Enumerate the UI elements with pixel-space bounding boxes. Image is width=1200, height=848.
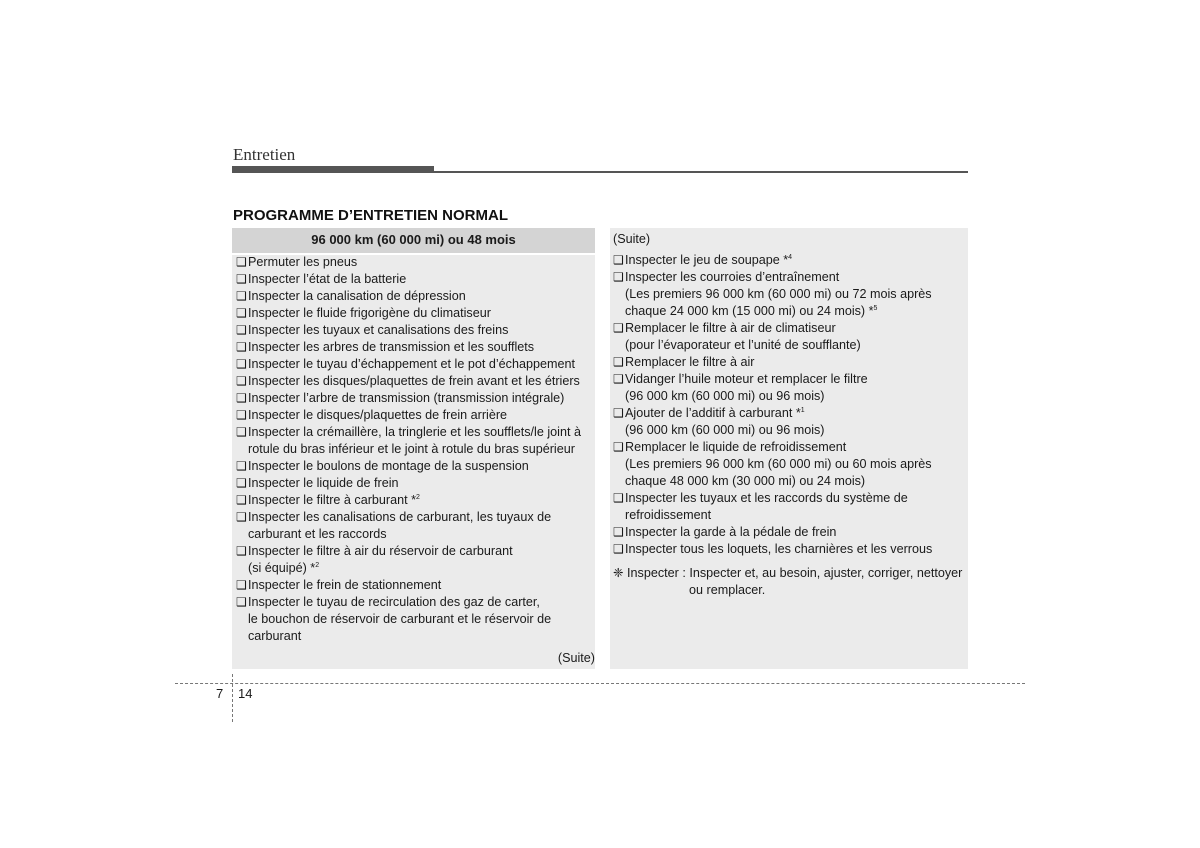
checkbox-icon: ❑ xyxy=(236,272,247,286)
checklist-item-text xyxy=(248,509,551,543)
checklist-item xyxy=(236,322,596,339)
checkbox-icon: ❑ xyxy=(613,491,624,505)
checklist-item-text xyxy=(248,577,441,594)
checklist-item-text xyxy=(248,594,551,645)
checklist-item xyxy=(236,305,596,322)
checklist-item xyxy=(236,254,596,271)
checklist-item-line: Inspecter les canalisations de carburant, les tuyaux de xyxy=(248,510,552,524)
checklist-item-line: Inspecter les courroies d’entraînement xyxy=(625,270,840,284)
checklist-item-line: Inspecter l’état de la batterie xyxy=(248,272,407,286)
checkbox-icon: ❑ xyxy=(236,408,247,422)
footnote-marker: 5 xyxy=(873,305,878,312)
checklist-item-line: Remplacer le filtre à air xyxy=(625,355,755,369)
right-checklist xyxy=(613,252,968,558)
checklist-item xyxy=(236,407,596,424)
checkbox-icon: ❑ xyxy=(236,255,247,269)
checkbox-icon: ❑ xyxy=(236,544,247,558)
checklist-item xyxy=(236,492,596,509)
checklist-item-line: Permuter les pneus xyxy=(248,255,358,269)
checklist-item xyxy=(613,439,968,490)
checklist-item-line: Inspecter le fluide frigorigène du climatiseur xyxy=(248,306,491,320)
checklist-item-line: Inspecter le liquide de frein xyxy=(248,476,399,490)
checklist-item xyxy=(613,405,968,439)
checklist-item-line: Inspecter le frein de stationnement xyxy=(248,578,442,592)
checkbox-icon: ❑ xyxy=(236,493,247,507)
checklist-item-text xyxy=(248,339,534,356)
checklist-item xyxy=(236,339,596,356)
checklist-item-text xyxy=(248,288,466,305)
checklist-item xyxy=(236,271,596,288)
checklist-item-line: (pour l’évaporateur et l’unité de soufflante) xyxy=(625,338,861,352)
checklist-item-line: Inspecter les arbres de transmission et les soufflets xyxy=(248,340,535,354)
checklist-item-line: carburant et les raccords xyxy=(248,527,387,541)
checklist-item-line: Inspecter les tuyaux et canalisations des freins xyxy=(248,323,509,337)
checklist-item-line: carburant xyxy=(248,629,302,643)
checklist-item-line: (96 000 km (60 000 mi) ou 96 mois) xyxy=(625,423,825,437)
checklist-item-line: Inspecter la crémaillère, la tringlerie et les soufflets/le joint à xyxy=(248,425,581,439)
checklist-item xyxy=(236,594,596,645)
checklist-item-text xyxy=(248,390,564,407)
checklist-item-line: chaque 48 000 km (30 000 mi) ou 24 mois) xyxy=(625,474,866,488)
checklist-item-line: Inspecter le disques/plaquettes de frein arrière xyxy=(248,408,508,422)
checklist-item-text xyxy=(248,475,399,492)
checklist-item xyxy=(236,390,596,407)
checkbox-icon: ❑ xyxy=(613,406,624,420)
footnote-marker: 1 xyxy=(800,407,805,414)
checklist-item xyxy=(613,252,968,269)
checklist-item-line: Vidanger l’huile moteur et remplacer le filtre xyxy=(625,372,868,386)
checklist-item-line: Inspecter la garde à la pédale de frein xyxy=(625,525,837,539)
checkbox-icon: ❑ xyxy=(236,578,247,592)
checklist-item-line: Inspecter les disques/plaquettes de frein avant et les étriers xyxy=(248,374,580,388)
checklist-item xyxy=(236,475,596,492)
checkbox-icon: ❑ xyxy=(236,425,247,439)
checklist-item-text xyxy=(625,252,792,269)
checklist-item xyxy=(236,543,596,577)
checklist-item-text xyxy=(248,492,420,509)
checkbox-icon: ❑ xyxy=(236,289,247,303)
checklist-item xyxy=(613,490,968,524)
checklist-item xyxy=(613,524,968,541)
suite-label-right: (Suite) xyxy=(613,232,651,246)
checklist-item-line: Inspecter le boulons de montage de la suspension xyxy=(248,459,529,473)
checklist-item-line: Remplacer le liquide de refroidissement xyxy=(625,440,847,454)
checklist-item-line: chaque 24 000 km (15 000 mi) ou 24 mois) *$^5$ xyxy=(625,304,878,318)
inspection-note xyxy=(613,565,968,599)
checklist-item xyxy=(236,356,596,373)
checkbox-icon: ❑ xyxy=(236,340,247,354)
checklist-item-line: Inspecter tous les loquets, les charnières et les verrous xyxy=(625,542,933,556)
checklist-item xyxy=(236,373,596,390)
checklist-item-text xyxy=(248,271,406,288)
checklist-item xyxy=(613,269,968,320)
header-rule-thin xyxy=(232,171,968,173)
checklist-item-line: Remplacer le filtre à air de climatiseur xyxy=(625,321,836,335)
checklist-item-line: Inspecter la canalisation de dépression xyxy=(248,289,466,303)
checkbox-icon: ❑ xyxy=(236,510,247,524)
checklist-item-text xyxy=(248,322,508,339)
footnote-marker: 2 xyxy=(416,494,420,501)
checkbox-icon: ❑ xyxy=(613,270,624,284)
checklist-item-text xyxy=(248,254,357,271)
left-column xyxy=(232,228,595,669)
checklist-item-text xyxy=(625,320,861,354)
checklist-item xyxy=(613,541,968,558)
checklist-item-line: Inspecter le filtre à air du réservoir de carburant xyxy=(248,544,513,558)
page-chapter: 7 xyxy=(216,686,224,701)
checklist-item-text xyxy=(625,490,908,524)
checklist-item-text xyxy=(248,543,513,577)
checklist-item-line: (Les premiers 96 000 km (60 000 mi) ou 60 mois après xyxy=(625,457,932,471)
checklist-item-text xyxy=(248,407,507,424)
page-number: 14 xyxy=(238,686,253,701)
checklist-item-text xyxy=(248,424,581,458)
checkbox-icon: ❑ xyxy=(613,542,624,556)
note-line-1: ❈ Inspecter : Inspecter et, au besoin, ajuster, corriger, nettoyer xyxy=(613,566,963,580)
checklist-item xyxy=(613,354,968,371)
checklist-item-line: le bouchon de réservoir de carburant et le réservoir de xyxy=(248,612,552,626)
checkbox-icon: ❑ xyxy=(236,323,247,337)
checkbox-icon: ❑ xyxy=(613,355,624,369)
checklist-item xyxy=(613,320,968,354)
checkbox-icon: ❑ xyxy=(613,440,624,454)
checklist-item-line: Inspecter le filtre à carburant *$^2$ xyxy=(248,493,420,507)
checklist-item xyxy=(236,288,596,305)
checklist-item-text xyxy=(625,371,868,405)
checklist-item-line: (si équipé) *$^2$ xyxy=(248,561,320,575)
note-line-2: ou remplacer. xyxy=(689,583,766,597)
checkbox-icon: ❑ xyxy=(613,372,624,386)
checklist-item-text xyxy=(625,541,932,558)
checklist-item-text xyxy=(625,524,836,541)
header-title: Entretien xyxy=(233,145,296,164)
checkbox-icon: ❑ xyxy=(236,306,247,320)
checklist-item xyxy=(236,577,596,594)
checklist-item xyxy=(613,371,968,405)
checklist-item-text xyxy=(625,439,932,490)
checklist-item-line: Inspecter les tuyaux et les raccords du système de xyxy=(625,491,908,505)
checkbox-icon: ❑ xyxy=(236,476,247,490)
checklist-item-text xyxy=(625,354,754,371)
checklist-item xyxy=(236,509,596,543)
checkbox-icon: ❑ xyxy=(613,525,624,539)
checklist-item-line: Ajouter de l’additif à carburant *$^1$ xyxy=(625,406,805,420)
checkbox-icon: ❑ xyxy=(236,459,247,473)
checkbox-icon: ❑ xyxy=(236,595,247,609)
checklist-item-line: refroidissement xyxy=(625,508,712,522)
checkbox-icon: ❑ xyxy=(236,374,247,388)
checklist-item-text xyxy=(248,373,580,390)
footer-vertical-rule xyxy=(232,674,233,722)
footnote-marker: 2 xyxy=(315,562,320,569)
checklist-item-line: Inspecter le tuyau de recirculation des gaz de carter, xyxy=(248,595,540,609)
suite-label-left: (Suite) xyxy=(557,651,595,665)
checkbox-icon: ❑ xyxy=(613,321,624,335)
left-checklist xyxy=(236,254,596,645)
checkbox-icon: ❑ xyxy=(236,391,247,405)
checklist-item xyxy=(236,458,596,475)
checklist-item-line: Inspecter le tuyau d’échappement et le pot d’échappement xyxy=(248,357,575,371)
checkbox-icon: ❑ xyxy=(613,253,624,267)
checklist-item-line: rotule du bras inférieur et le joint à rotule du bras supérieur xyxy=(248,442,575,456)
checklist-item-line: (Les premiers 96 000 km (60 000 mi) ou 72 mois après xyxy=(625,287,932,301)
checklist-item-line: (96 000 km (60 000 mi) ou 96 mois) xyxy=(625,389,825,403)
checklist-item-line: Inspecter l’arbre de transmission (transmission intégrale) xyxy=(248,391,565,405)
checklist-item-line: Inspecter le jeu de soupape *$^4$ xyxy=(625,253,793,267)
checkbox-icon: ❑ xyxy=(236,357,247,371)
checklist-item xyxy=(236,424,596,458)
checklist-item-text xyxy=(625,405,825,439)
right-column xyxy=(610,228,968,669)
checklist-item-text xyxy=(248,356,575,373)
checklist-item-text xyxy=(248,305,491,322)
section-title: PROGRAMME D’ENTRETIEN NORMAL xyxy=(233,207,508,224)
checklist-item-text xyxy=(625,269,932,320)
footer-rule xyxy=(175,683,1025,684)
interval-heading: 96 000 km (60 000 mi) ou 48 mois xyxy=(232,228,595,255)
footnote-marker: 4 xyxy=(788,254,793,261)
checklist-item-text xyxy=(248,458,529,475)
